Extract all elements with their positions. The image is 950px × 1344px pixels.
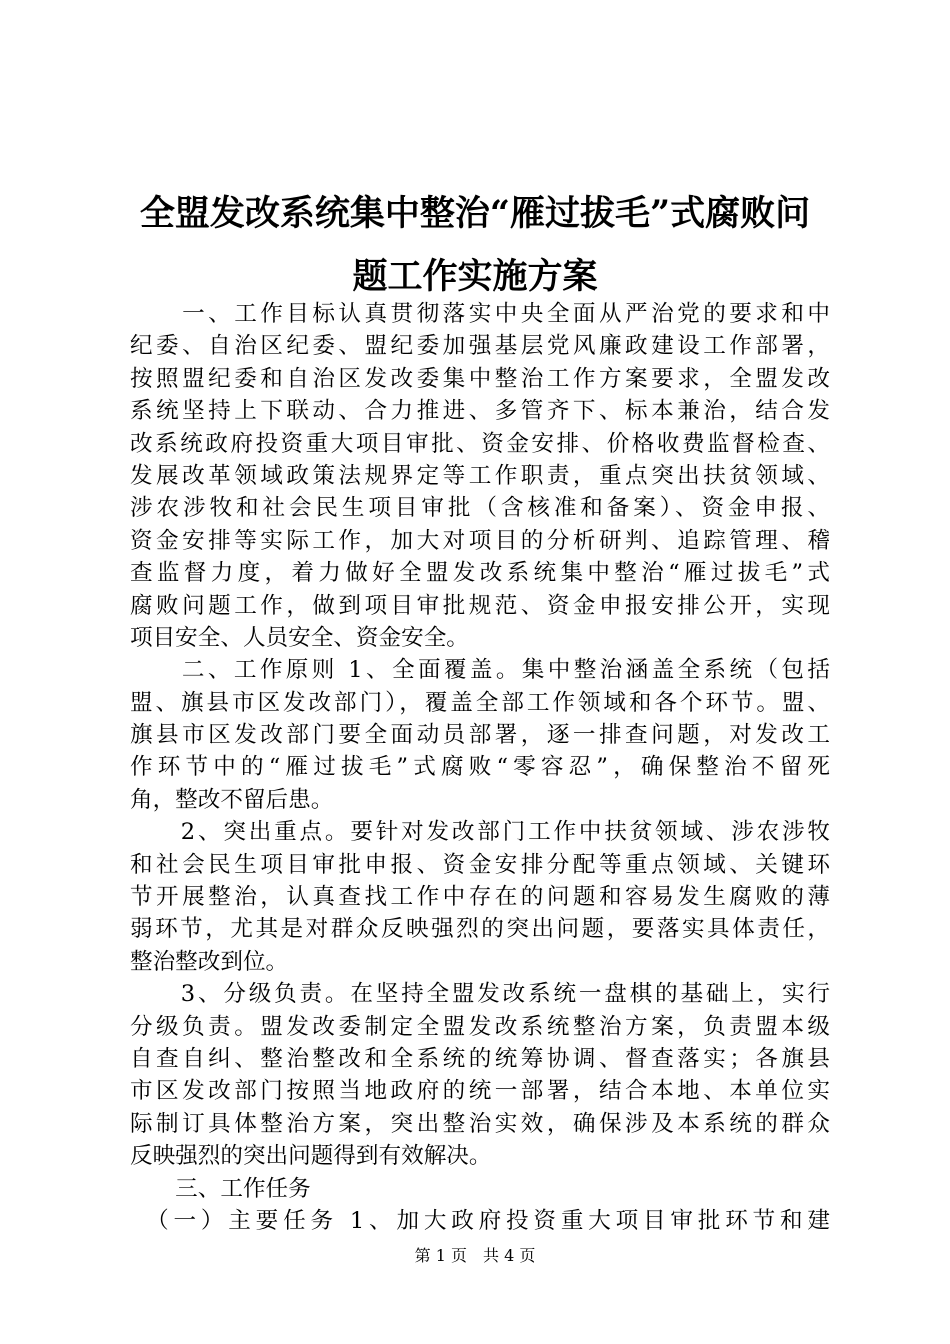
body-line: 3、分级负责。在坚持全盟发改系统一盘棋的基础上，实行 <box>130 981 830 1008</box>
body-line: 二、工作原则 1、全面覆盖。集中整治涵盖全系统（包括 <box>130 657 830 684</box>
page-footer: 第 1 页 共 4 页 <box>414 1246 536 1265</box>
body-line: 整治整改到位。 <box>130 948 289 975</box>
body-line: 自查自纠、整治整改和全系统的统筹协调、督查落实；各旗县 <box>130 1045 830 1072</box>
body-line: 涉农涉牧和社会民生项目审批（含核准和备案）、资金申报、 <box>130 495 830 522</box>
body-line: 发展改革领域政策法规界定等工作职责，重点突出扶贫领域、 <box>130 462 830 489</box>
body-line: （一）主要任务 1、加大政府投资重大项目审批环节和建 <box>130 1207 830 1234</box>
body-line: 反映强烈的突出问题得到有效解决。 <box>130 1143 492 1170</box>
body-line: 旗县市区发改部门要全面动员部署，逐一排查问题，对发改工 <box>130 722 830 749</box>
body-line: 三、工作任务 <box>130 1175 311 1202</box>
body-line: 作环节中的“雁过拔毛”式腐败“零容忍”，确保整治不留死 <box>130 754 830 781</box>
body-line: 一、工作目标认真贯彻落实中央全面从严治党的要求和中 <box>130 301 830 327</box>
body-line: 际制订具体整治方案，突出整治实效，确保涉及本系统的群众 <box>130 1110 830 1137</box>
body-line: 资金安排等实际工作，加大对项目的分析研判、追踪管理、稽 <box>130 527 830 554</box>
body-line: 2、突出重点。要针对发改部门工作中扶贫领域、涉农涉牧 <box>130 819 830 846</box>
body-line: 弱环节，尤其是对群众反映强烈的突出问题，要落实具体责任， <box>130 916 830 943</box>
body-line: 腐败问题工作，做到项目审批规范、资金申报安排公开，实现 <box>130 592 830 619</box>
body-line: 项目安全、人员安全、资金安全。 <box>130 624 469 651</box>
body-line: 节开展整治，认真查找工作中存在的问题和容易发生腐败的薄 <box>130 884 830 911</box>
document-title-line-1: 全盟发改系统集中整治“雁过拔毛”式腐败问 <box>139 193 811 234</box>
body-line: 盟、旗县市区发改部门），覆盖全部工作领域和各个环节。盟、 <box>130 689 830 716</box>
document-body <box>130 298 830 1237</box>
body-line: 分级负责。盟发改委制定全盟发改系统整治方案，负责盟本级 <box>130 1013 830 1040</box>
body-line: 按照盟纪委和自治区发改委集中整治工作方案要求，全盟发改 <box>130 365 830 392</box>
body-line: 市区发改部门按照当地政府的统一部署，结合本地、本单位实 <box>130 1078 830 1105</box>
body-line: 和社会民生项目审批申报、资金安排分配等重点领域、关键环 <box>130 851 830 878</box>
body-line: 改系统政府投资重大项目审批、资金安排、价格收费监督检查、 <box>130 430 830 457</box>
body-line: 查监督力度，着力做好全盟发改系统集中整治“雁过拔毛”式 <box>130 560 830 587</box>
body-line: 纪委、自治区纪委、盟纪委加强基层党风廉政建设工作部署， <box>130 333 830 360</box>
body-line: 系统坚持上下联动、合力推进、多管齐下、标本兼治，结合发 <box>130 398 830 425</box>
body-line: 角，整改不留后患。 <box>130 786 334 813</box>
document-title-line-2: 题工作实施方案 <box>352 256 598 297</box>
